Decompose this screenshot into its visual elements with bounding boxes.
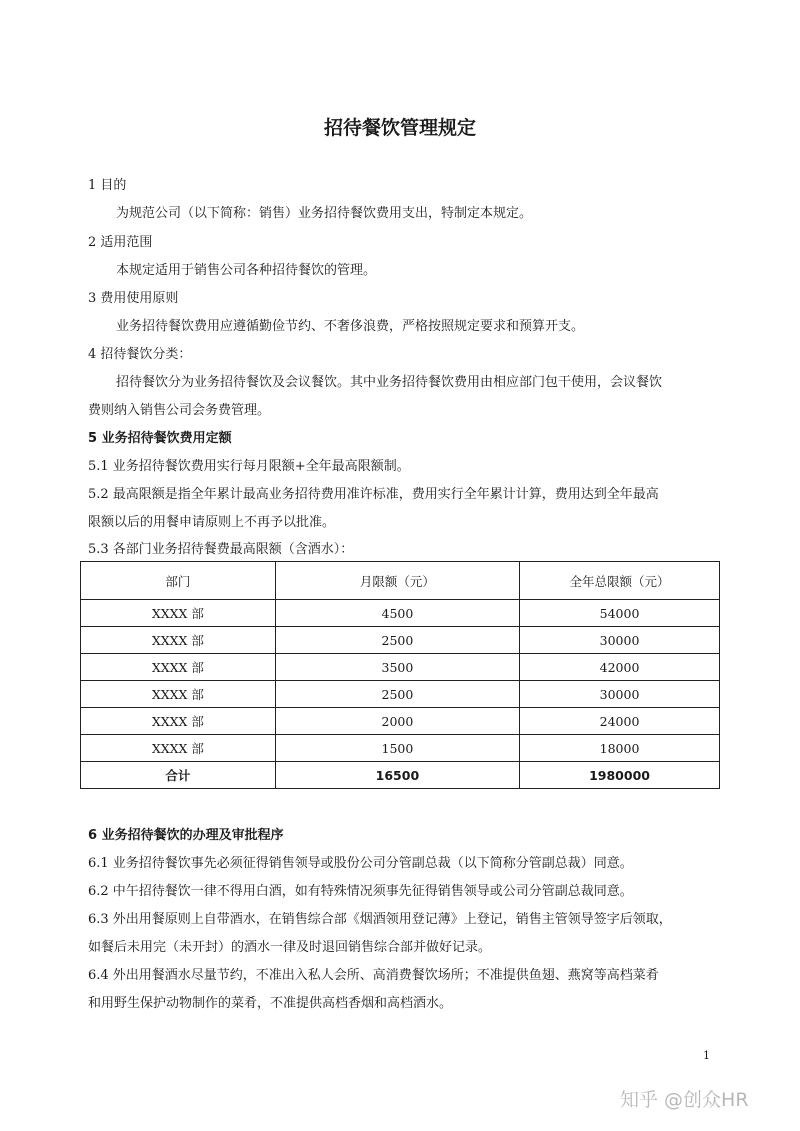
page-number: 1: [703, 1049, 710, 1062]
table-row: [81, 627, 720, 654]
total-monthly: 16500: [275, 762, 519, 789]
section-1-heading: 1 目的: [88, 178, 127, 193]
clause-5-3: 5.3 各部门业务招待餐费最高限额（含酒水）：: [88, 542, 354, 557]
watermark: 知乎 @创众HR: [620, 1089, 749, 1111]
quota-table: [80, 561, 720, 789]
cell-department: XXXX 部: [81, 654, 276, 681]
clause-6-3-line2: 如餐后未用完（未开封）的酒水一律及时退回销售综合部并做好记录。: [88, 940, 492, 955]
section-3-body: 业务招待餐饮费用应遵循勤俭节约、不奢侈浪费，严格按照规定要求和预算开支。: [116, 319, 585, 334]
cell-annual: 54000: [520, 600, 720, 627]
cell-monthly: 2500: [275, 681, 519, 708]
clause-6-3-line1: 6.3 外出用餐原则上自带酒水，在销售综合部《烟酒领用登记薄》上登记，销售主管领导签字后领取，: [88, 912, 672, 927]
cell-department: XXXX 部: [81, 708, 276, 735]
header-annual-limit: 全年总限额（元）: [520, 562, 720, 600]
cell-annual: 30000: [520, 627, 720, 654]
table-row: [81, 654, 720, 681]
clause-5-2-line2: 限额以后的用餐申请原则上不再予以批准。: [88, 515, 336, 530]
section-4-heading: 4 招待餐饮分类：: [88, 347, 192, 362]
cell-department: XXXX 部: [81, 627, 276, 654]
section-6-heading: 6 业务招待餐饮的办理及审批程序: [88, 828, 284, 843]
cell-monthly: 3500: [275, 654, 519, 681]
cell-monthly: 2500: [275, 627, 519, 654]
cell-department: XXXX 部: [81, 600, 276, 627]
cell-department: XXXX 部: [81, 681, 276, 708]
clause-6-1: 6.1 业务招待餐饮事先必须征得销售领导或股份公司分管副总裁（以下简称分管副总裁）同意。: [88, 856, 633, 871]
section-3-heading: 3 费用使用原则: [88, 291, 179, 306]
table-row: [81, 735, 720, 762]
section-1-body: 为规范公司（以下简称：销售）业务招待餐饮费用支出，特制定本规定。: [116, 206, 533, 221]
cell-annual: 30000: [520, 681, 720, 708]
header-department: 部门: [81, 562, 276, 600]
total-label: 合计: [81, 762, 276, 789]
table-total-row: [81, 762, 720, 789]
clause-6-4-line1: 6.4 外出用餐酒水尽量节约，不准出入私人会所、高消费餐饮场所；不准提供鱼翅、燕窝等高档菜肴: [88, 968, 659, 983]
cell-annual: 24000: [520, 708, 720, 735]
page-title: 招待餐饮管理规定: [323, 117, 476, 139]
cell-department: XXXX 部: [81, 735, 276, 762]
section-2-body: 本规定适用于销售公司各种招待餐饮的管理。: [116, 263, 377, 278]
table-row: [81, 708, 720, 735]
clause-6-4-line2: 和用野生保护动物制作的菜肴，不准提供高档香烟和高档酒水。: [88, 996, 453, 1011]
cell-annual: 42000: [520, 654, 720, 681]
clause-6-2: 6.2 中午招待餐饮一律不得用白酒，如有特殊情况须事先征得销售领导或公司分管副总裁同意。: [88, 884, 633, 899]
cell-annual: 18000: [520, 735, 720, 762]
cell-monthly: 4500: [275, 600, 519, 627]
section-4-body-line2: 费则纳入销售公司会务费管理。: [88, 403, 271, 418]
section-4-body-line1: 招待餐饮分为业务招待餐饮及会议餐饮。其中业务招待餐饮费用由相应部门包干使用，会议餐饮: [116, 375, 663, 390]
cell-monthly: 2000: [275, 708, 519, 735]
table-row: [81, 600, 720, 627]
table-row: [81, 681, 720, 708]
section-5-heading: 5 业务招待餐饮费用定额: [88, 431, 232, 446]
total-annual: 1980000: [520, 762, 720, 789]
clause-5-2-line1: 5.2 最高限额是指全年累计最高业务招待费用准许标准，费用实行全年累计计算，费用达到全年最高: [88, 487, 659, 502]
header-monthly-limit: 月限额（元）: [275, 562, 519, 600]
cell-monthly: 1500: [275, 735, 519, 762]
clause-5-1: 5.1 业务招待餐饮费用实行每月限额+全年最高限额制。: [88, 459, 410, 474]
table-header-row: [81, 562, 720, 600]
section-2-heading: 2 适用范围: [88, 235, 153, 250]
